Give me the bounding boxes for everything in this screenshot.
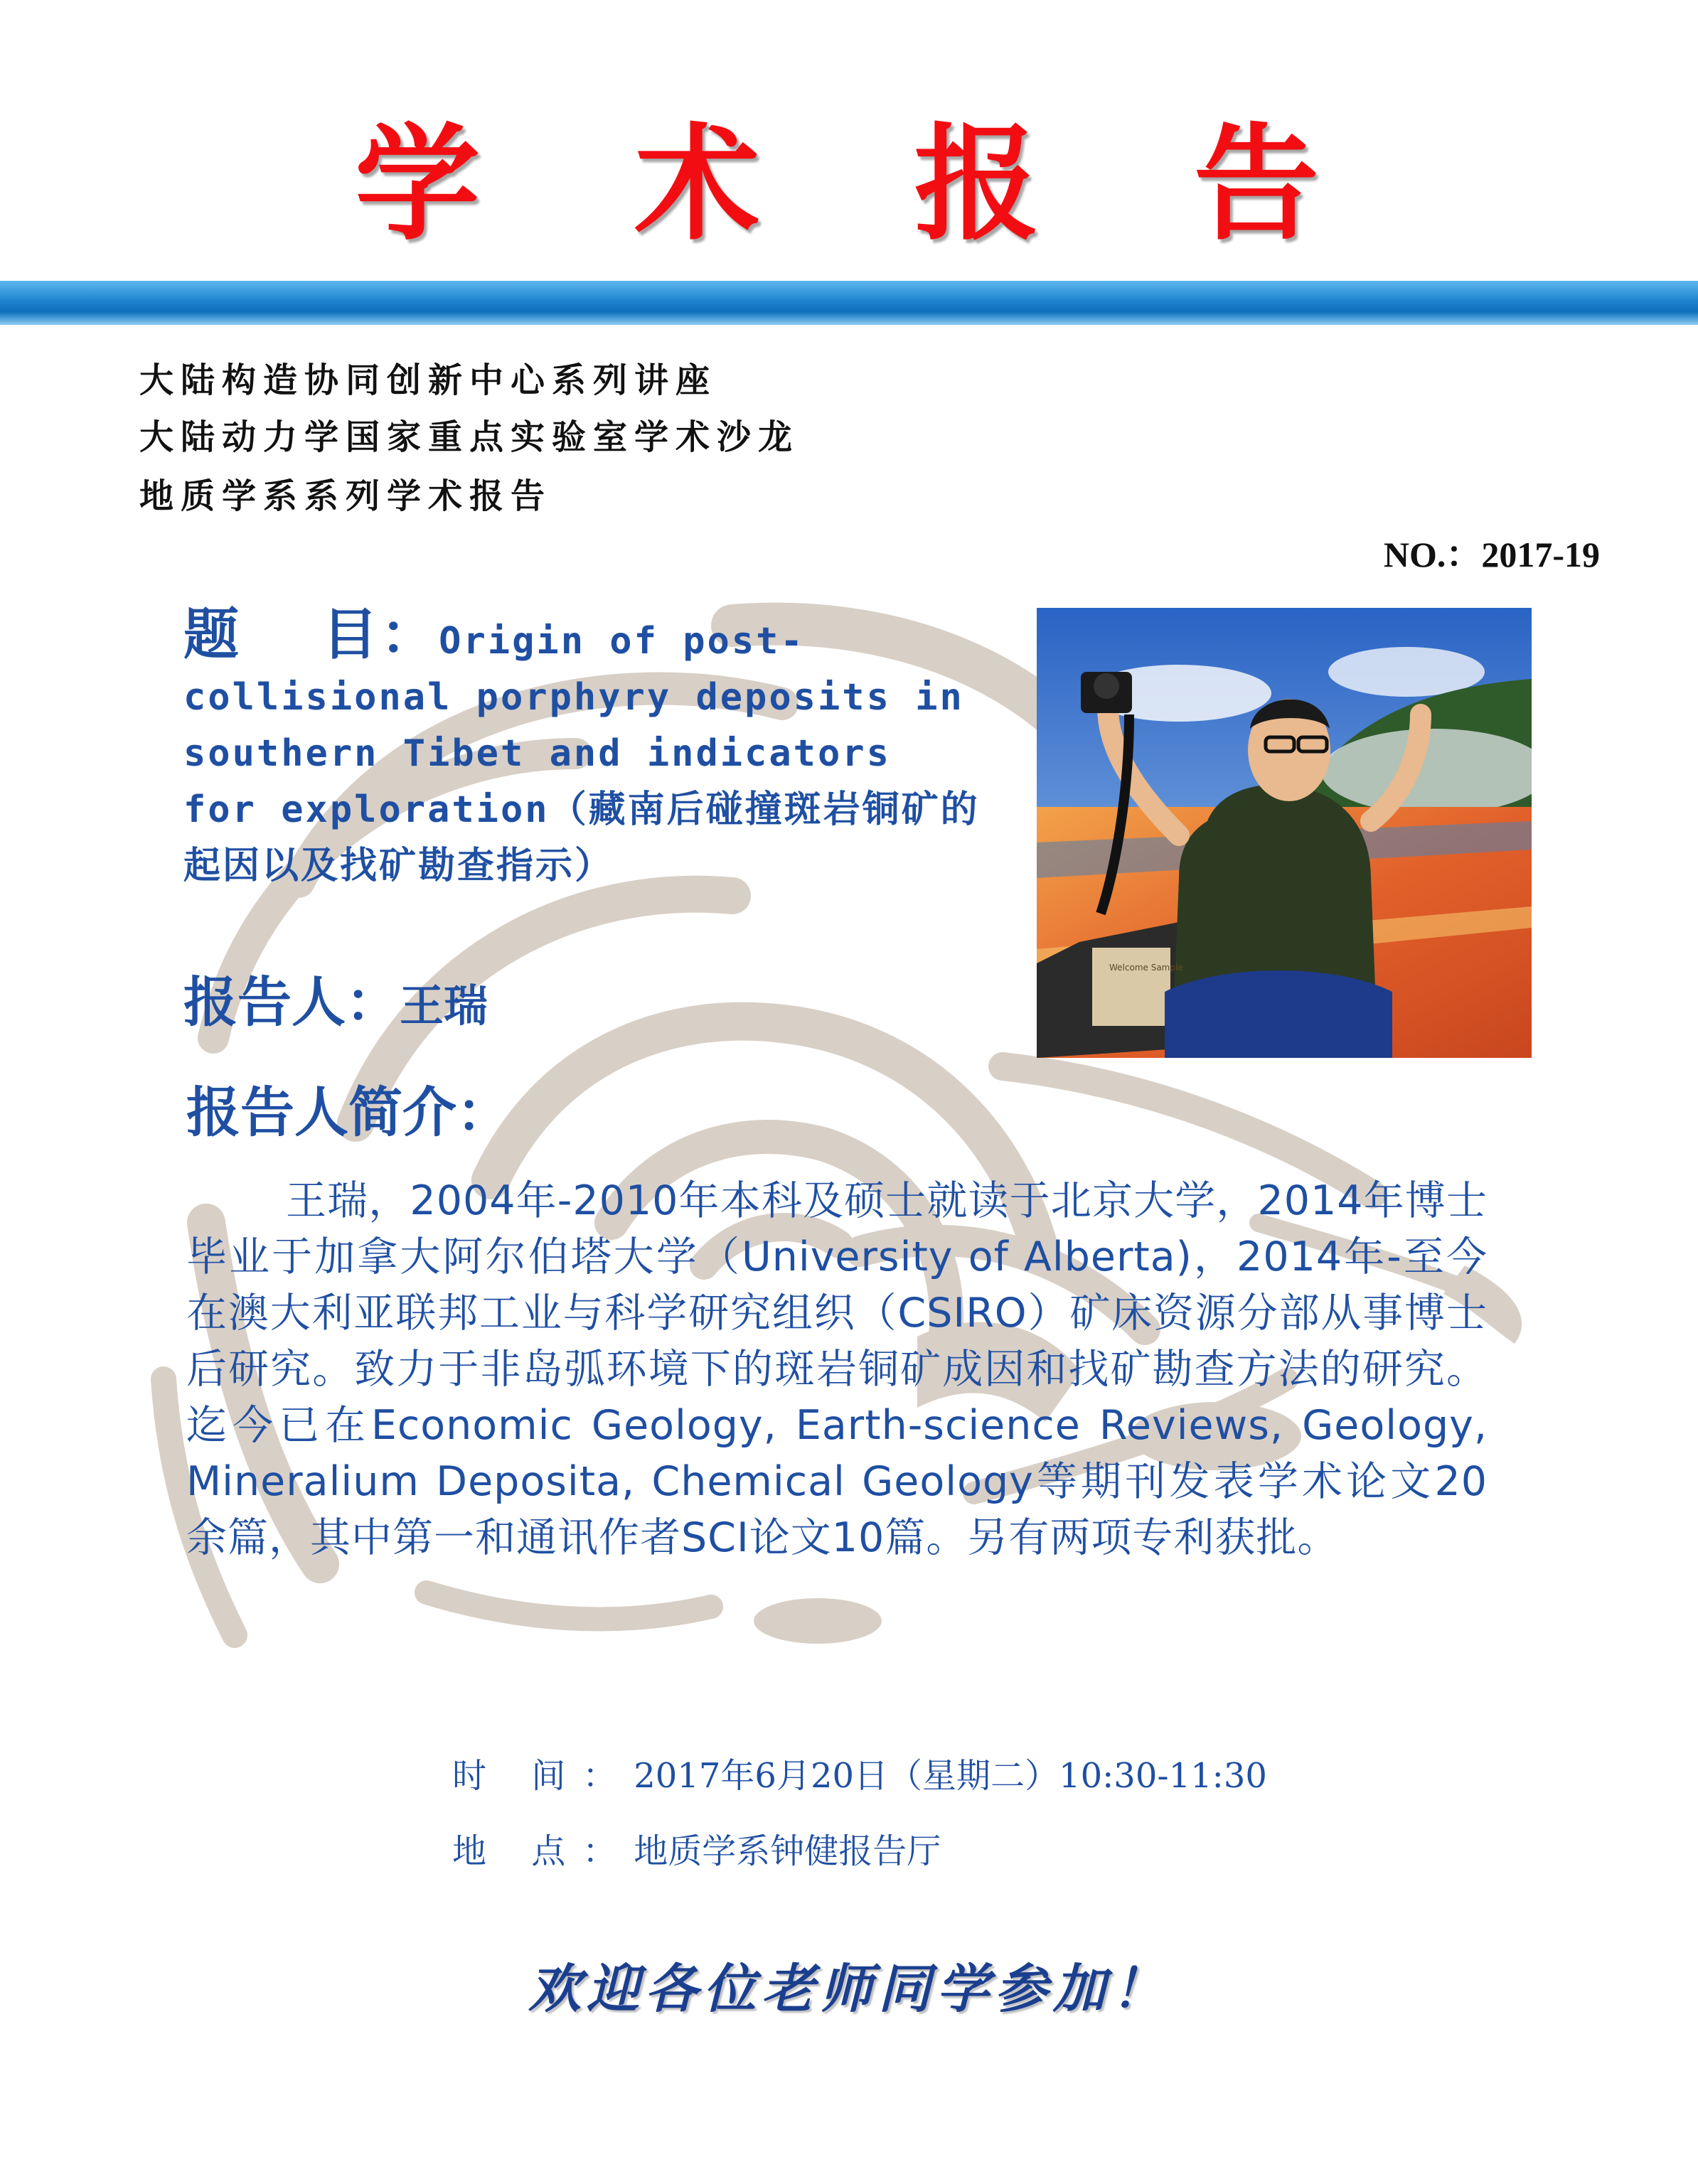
series-line-1: 大陆构造协同创新中心系列讲座 <box>139 360 717 400</box>
photo-sign-text: Welcome Sample <box>1109 963 1183 973</box>
speaker-name: 王瑞 <box>400 980 488 1032</box>
time-value: 2017年6月20日（星期二）10:30-11:30 <box>634 1756 1267 1796</box>
topic-label: 题 目： <box>183 603 439 667</box>
time-label: 时 间： <box>452 1756 634 1796</box>
speaker-photo <box>1037 608 1532 1058</box>
place-label: 地 点： <box>452 1831 634 1871</box>
speaker-photo-illustration <box>1037 608 1532 1058</box>
speaker-label: 报告人： <box>183 970 400 1034</box>
report-number: NO.：2017-19 <box>1383 535 1600 574</box>
page-title: 学 术 报 告 <box>355 112 1374 257</box>
time-line <box>452 1755 1267 1797</box>
speaker-row <box>183 970 488 1034</box>
header-band <box>0 281 1698 325</box>
series-line-3: 地质学系系列学术报告 <box>139 476 552 516</box>
welcome-message: 欢迎各位老师同学参加！ <box>528 1959 1170 2020</box>
topic-text: Origin of post-collisional porphyry deposits in southern Tibet and indicators for exploration（藏南后碰撞斑岩铜矿的起因以及找矿勘查指示） <box>183 620 980 887</box>
place-line <box>452 1830 941 1873</box>
bio-label: 报告人简介： <box>186 1081 511 1144</box>
place-value: 地质学系钟健报告厅 <box>634 1831 941 1871</box>
bio-text: 王瑞，2004年-2010年本科及硕士就读于北京大学，2014年博士毕业于加拿大阿尔伯塔大学（University of Alberta)，2014年-至今在澳大利亚联邦工业与科学研究组织（CSIRO）矿床资源分部从事博士后研究。致力于非岛弧环境下的斑岩铜矿成因和找矿勘查方法的研究。迄今已在Economic Geology, Earth-science Reviews, Geology, Mineralium Deposita, Chemical Geology等期刊发表学术论文20余篇，其中第一和通讯作者SCI论文10篇。另有两项专利获批。 <box>186 1177 1488 1561</box>
series-line-2: 大陆动力学国家重点实验室学术沙龙 <box>139 417 800 457</box>
topic-block <box>183 603 980 894</box>
